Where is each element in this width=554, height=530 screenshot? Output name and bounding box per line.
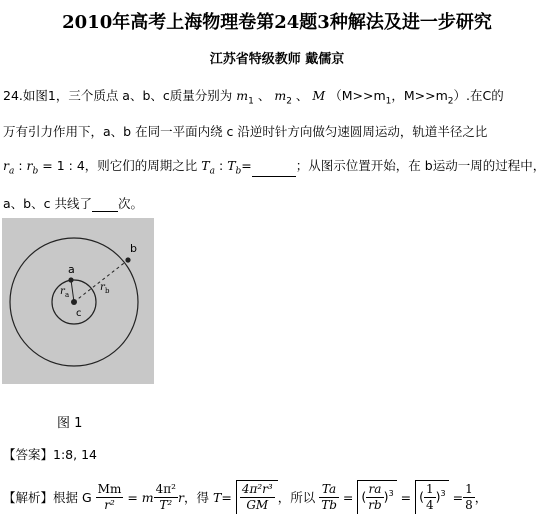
power-2: 3 [440, 488, 446, 498]
fraction-period-den: GM [246, 498, 269, 512]
fraction-centripetal-den: T² [159, 497, 173, 512]
sep-1: 、 [257, 88, 271, 103]
sep-2: 、 [295, 88, 309, 103]
label-rb-sub: b [105, 287, 110, 295]
label-ra: r [60, 286, 65, 297]
problem-line1-tail: 在C的 [470, 88, 504, 103]
fraction-period-num: 4π²r³ [241, 482, 273, 496]
analysis-label: 【解析】 [3, 490, 54, 505]
analysis-end: ， [474, 490, 488, 505]
fraction-period-ratio [319, 482, 339, 513]
fraction-centripetal-num: 4π² [155, 481, 176, 496]
sqrt-quarter: ( $\frac{1}{4}$ )$^3$ [415, 480, 449, 514]
power-1: 3 [388, 488, 394, 498]
sqrt-period [236, 480, 278, 514]
analysis-r: r [178, 489, 184, 505]
period-a-sub: a [209, 166, 215, 177]
mass-m1-sub: 1 [248, 96, 254, 107]
fraction-radius-ratio [366, 482, 383, 513]
problem-line-4 [3, 194, 143, 212]
problem-line-3 [3, 156, 545, 177]
sqrt-radius-ratio: ( $\frac{ra}{rb}$ )$^3$ [357, 480, 396, 514]
fraction-result [463, 482, 475, 513]
period-a: T [201, 158, 210, 173]
analysis-text-3: ，所以 [277, 490, 316, 505]
answer-label: 【答案】 [3, 447, 54, 462]
fraction-gravity-num: Mm [97, 481, 122, 496]
problem-line4-a: a、b、c 共线了 [3, 196, 92, 211]
radius-b-sub: b [32, 166, 39, 177]
fraction-period-ratio-den: Tb [321, 497, 337, 512]
analysis-eq-3: = [342, 489, 354, 505]
answer-blank-1[interactable] [252, 164, 296, 177]
analysis-text-1: 根据 G [53, 490, 92, 505]
mass-m1: m [236, 88, 249, 103]
answer-line [3, 445, 97, 463]
fraction-result-den: 8 [465, 497, 473, 512]
analysis-eq-4: = [400, 489, 412, 505]
radius-a-line [71, 280, 74, 302]
author-line: 江苏省特级教师 戴儒京 [209, 52, 345, 67]
radius-a-sub: a [8, 166, 15, 177]
fraction-period [240, 482, 275, 513]
radius-b: r [26, 158, 33, 173]
fraction-result-num: 1 [465, 481, 473, 496]
analysis-m: m [141, 489, 154, 505]
fraction-radius-ratio-den: rb [368, 498, 382, 512]
cond-mid: ，M>>m [391, 88, 448, 103]
fraction-quarter-num: 1 [426, 482, 434, 496]
mass-condition: （M>>m [329, 88, 386, 103]
label-a: a [68, 263, 75, 276]
analysis-line [3, 480, 553, 526]
label-b: b [130, 242, 137, 255]
answer-blank-2[interactable] [92, 199, 118, 212]
orbit-figure [2, 218, 154, 384]
analysis-eq-2: = [221, 489, 232, 505]
fraction-quarter-den: 4 [426, 498, 434, 512]
analysis-T: T [212, 489, 222, 505]
analysis-eq-1: = [127, 489, 138, 505]
label-c: c [76, 308, 82, 319]
equals-sign: = [241, 158, 252, 173]
period-b: T [227, 158, 236, 173]
mass-m2: m [274, 88, 287, 103]
figure-caption: 图 1 [57, 416, 83, 431]
label-rb: r [100, 282, 105, 293]
document-title: 2010年高考上海物理卷第24题3种解法及进一步研究 [62, 12, 492, 33]
analysis-eq-5: = [452, 489, 464, 505]
problem-line3-a: ，则它们的周期之比 [84, 158, 198, 173]
cond-sub-1: 1 [385, 96, 392, 107]
mass-M: M [312, 88, 326, 103]
cond-end: ）. [453, 88, 471, 103]
period-b-sub: b [235, 166, 242, 177]
fraction-gravity [96, 482, 124, 513]
problem-line-1 [3, 86, 504, 107]
fraction-quarter [424, 482, 436, 513]
problem-line-2: 万有引力作用下，a、b 在同一平面内绕 c 沿逆时针方向做匀速圆周运动，轨道半径之比 [3, 124, 488, 139]
orbit-diagram [2, 218, 154, 384]
cond-sub-2: 2 [447, 96, 454, 107]
problem-line4-b: 次。 [117, 196, 143, 211]
problem-line3-b: ；从图示位置开始，在 b运动一周的过程中， [295, 158, 546, 173]
radius-a: r [3, 158, 9, 173]
mass-m2-sub: 2 [286, 96, 292, 107]
fraction-radius-ratio-num: ra [366, 482, 383, 498]
problem-intro: 24.如图1，三个质点 a、b、c质量分别为 [3, 88, 233, 103]
fraction-centripetal [154, 482, 178, 513]
colon-2: : [218, 158, 224, 173]
label-ra-sub: a [65, 291, 70, 299]
analysis-text-2: ，得 [183, 490, 209, 505]
fraction-gravity-den: r² [104, 497, 115, 512]
fraction-period-ratio-num: Ta [319, 482, 339, 498]
answer-value: 1:8, 14 [53, 447, 97, 462]
radius-ratio: = 1 : 4 [38, 158, 85, 173]
colon-1: : [18, 158, 23, 173]
